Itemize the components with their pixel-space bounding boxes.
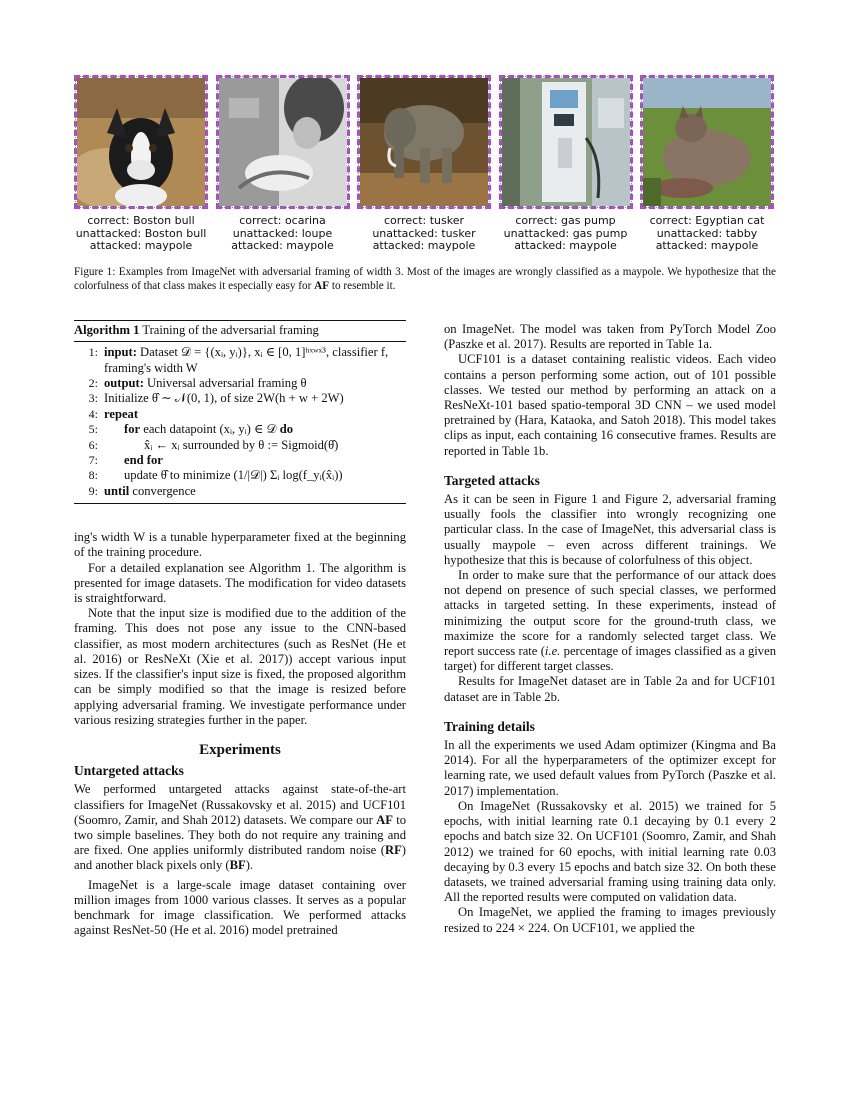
paragraph: On ImageNet (Russakovsky et al. 2015) we trained for 5 epochs, with initial learning rate 0.1 decaying by 0.1 every 2 epochs and batch size 32. On UCF101 (Soomro, Zamir, and Shah 2012) we trained for 60 epochs, with initial learning rate 0.03 decaying by 0.3 every 15 epochs and batch size 32. On both these datasets, we trained adversarial framing using training data only. All the reported results were computed on validation data. — [444, 798, 776, 905]
figure-item-dog — [74, 75, 208, 253]
paragraph — [444, 568, 776, 674]
algorithm-label: Algorithm 1 — [74, 323, 140, 337]
label-attacked: attacked: maypole — [89, 239, 193, 252]
line-text — [104, 376, 406, 391]
bold-text: AF — [376, 812, 393, 827]
paragraph: ing's width W is a tunable hyperparameter fixed at the beginning of the training procedure. — [74, 530, 406, 560]
paragraph: on ImageNet. The model was taken from PyTorch Model Zoo (Paszke et al. 2017). Results are reported in Table 1a. — [444, 322, 776, 352]
caption-text-end: to resemble it. — [329, 280, 396, 292]
label-correct: correct: ocarina — [239, 214, 326, 227]
label-attacked: attacked: maypole — [372, 239, 476, 252]
paragraph: Note that the input size is modified due to the addition of the framing. This does not pose any issue to the CNN-based classifier, as most modern architectures (such as ResNet (He et al. 2016) or ResNeXt (Xie et al. 2017)) accept various input sizes. If the classifier's input size is fixed, the proposed algorithm can be simply modified so that the image is resized before applying adversarial framing. We investigate performance under various resizing strategies further in the paper. — [74, 606, 406, 727]
line-number: 3: — [88, 391, 98, 406]
line-content: Dataset 𝒟 = {(xᵢ, yᵢ)}, xᵢ ∈ [0, 1]ʰˣʷˣ³, classifier f, framing's width W — [104, 345, 389, 375]
figure-item-ocarina — [216, 75, 350, 253]
figure-item-gas-pump — [499, 75, 633, 253]
text: In order to make sure that the performance of our attack does not depend on presence of such special classes, we performed attacks in targeted setting. In these experiments, instead of minimizing the output score for the ground-truth class, we maximize the score for a randomly selected target class. We report success rate ( — [444, 568, 776, 659]
paragraph: Results for ImageNet dataset are in Table 2a and for UCF101 dataset are in Table 2b. — [444, 674, 776, 704]
line-number: 1: — [88, 345, 98, 360]
image-tusker — [357, 75, 491, 209]
text: ) and another black pixels only ( — [74, 843, 406, 873]
paragraph: On ImageNet, we applied the framing to images previously resized to 224 × 224. On UCF101, we applied the — [444, 905, 776, 935]
caption-text: Figure 1: Examples from ImageNet with adversarial framing of width 3. Most of the images are wrongly classified as a maypole. We hypothesize that the colorfulness of that class makes it especially easy for — [74, 266, 776, 292]
figure-caption-lines — [231, 215, 334, 253]
bold-text: RF — [385, 843, 402, 858]
line-number: 2: — [88, 376, 98, 391]
keyword: input: — [104, 345, 137, 360]
label-attacked: attacked: maypole — [514, 239, 617, 252]
keyword: until — [104, 483, 130, 498]
text: We performed untargeted attacks against state-of-the-art classifiers for ImageNet (Russakovsky et al. 2015) and UCF101 (Soomro, Zamir, and Shah 2012) datasets. We compare our — [74, 782, 406, 827]
caption-bold: AF — [314, 280, 330, 292]
algorithm-line — [74, 407, 406, 422]
figure-caption-lines — [372, 215, 475, 253]
section-title: Experiments — [199, 741, 281, 758]
label-correct: correct: Boston bull — [87, 214, 195, 227]
figure-caption-lines — [504, 215, 628, 253]
label-correct: correct: Egyptian cat — [649, 214, 765, 227]
line-text — [104, 407, 406, 422]
keyword: for — [124, 422, 141, 437]
algorithm-line — [74, 484, 406, 499]
figure-item-cat — [640, 75, 774, 253]
algorithm-body — [74, 342, 406, 503]
label-unattacked: unattacked: loupe — [232, 226, 333, 240]
left-column — [74, 320, 406, 938]
paragraph: UCF101 is a dataset containing realistic videos. Each video contains a person performing some action, out of 101 possible classes. We tested our method by performing an attack on a ResNeXt-101 based spatio-temporal 3D CNN – we used model pretrained by (Hara, Kataoka, and Satoh 2018). This model takes clips as input, each containing 16 consecutive frames. Results are reported in Table 1b. — [444, 352, 776, 458]
algorithm-line — [74, 438, 406, 453]
line-number: 4: — [88, 406, 98, 421]
line-content: Initialize θ̂ ∼ 𝒩(0, 1), of size 2W(h + w + 2W) — [104, 391, 344, 406]
paragraph: ImageNet is a large-scale image dataset containing over million images from 1000 various classes. It serves as a popular benchmark for image classification. We performed attacks against ResNet-50 (He et al. 2016) model pretrained — [74, 877, 406, 938]
algorithm-header — [74, 321, 406, 342]
line-number: 9: — [88, 483, 98, 498]
figure-caption-lines — [76, 215, 207, 253]
image-boston-bull — [74, 75, 208, 209]
algorithm-line — [74, 422, 406, 437]
algorithm-line — [74, 376, 406, 391]
keyword: do — [279, 422, 293, 437]
figure-item-tusker — [357, 75, 491, 253]
line-content: each datapoint (xᵢ, yᵢ) ∈ 𝒟 — [140, 422, 280, 437]
text: ). — [245, 858, 254, 873]
algorithm-1 — [74, 320, 406, 504]
paragraph: As it can be seen in Figure 1 and Figure 2, adversarial framing usually fools the classifier into wrongly recognizing one particular class. In the case of ImageNet, this adversarial class is usually maypole – even across different trainings. We hypothesize that this is because of colorfulness of this object. — [444, 492, 776, 567]
label-attacked: attacked: maypole — [655, 239, 759, 252]
keyword: output: — [104, 376, 144, 391]
line-number: 8: — [88, 468, 98, 483]
subsection-title: Targeted attacks — [444, 472, 540, 488]
algorithm-line — [74, 345, 406, 376]
algorithm-title: Training of the adversarial framing — [142, 323, 319, 337]
text: percentage of images classified as a given target) for different target classes. — [444, 644, 776, 674]
figure-1 — [74, 75, 774, 253]
figure-caption — [74, 265, 776, 293]
label-attacked: attacked: maypole — [231, 239, 334, 252]
subsection-title: Untargeted attacks — [74, 763, 184, 779]
line-number: 7: — [88, 453, 98, 468]
label-correct: correct: tusker — [383, 214, 464, 227]
paragraph — [74, 782, 406, 873]
line-content: convergence — [129, 483, 196, 498]
algorithm-line — [74, 391, 406, 406]
image-gas-pump — [499, 75, 633, 209]
keyword: repeat — [104, 406, 139, 421]
line-text — [104, 422, 406, 437]
right-column — [444, 322, 776, 936]
line-text — [104, 484, 406, 499]
line-number: 6: — [88, 437, 98, 452]
image-ocarina — [216, 75, 350, 209]
line-content: Universal adversarial framing θ — [143, 376, 307, 391]
bold-text: BF — [229, 858, 246, 873]
label-unattacked: unattacked: Boston bull — [75, 226, 207, 240]
label-unattacked: unattacked: tusker — [372, 226, 476, 240]
algorithm-line — [74, 468, 406, 483]
italic-text: i.e. — [544, 644, 561, 659]
image-egyptian-cat — [640, 75, 774, 209]
label-correct: correct: gas pump — [515, 214, 616, 227]
text: to two simple baselines. They both do not require any training and are fixed. One applies uniformly distributed random noise ( — [74, 812, 406, 858]
line-content: update θ̂ to minimize (1/|𝒟|) Σᵢ log(f_yᵢ(x̂ᵢ)) — [124, 468, 343, 483]
algorithm-line — [74, 453, 406, 468]
line-text — [104, 345, 406, 376]
paragraph: For a detailed explanation see Algorithm 1. The algorithm is presented for image datasets. The modification for video datasets is straightforward. — [74, 560, 406, 606]
line-text — [104, 453, 406, 468]
line-content: x̂ᵢ ← xᵢ surrounded by θ := Sigmoid(θ̂) — [144, 437, 339, 452]
label-unattacked: unattacked: tabby — [656, 226, 758, 240]
subsection-title: Training details — [444, 718, 535, 734]
label-unattacked: unattacked: gas pump — [503, 226, 628, 240]
figure-caption-lines — [650, 215, 765, 253]
line-number: 5: — [88, 422, 98, 437]
keyword: end for — [124, 453, 163, 468]
paragraph: In all the experiments we used Adam optimizer (Kingma and Ba 2014). For all the hyperparameters of the optimizer except for learning rate, we used default values from PyTorch (Paszke et al. 2017) implementation. — [444, 738, 776, 798]
